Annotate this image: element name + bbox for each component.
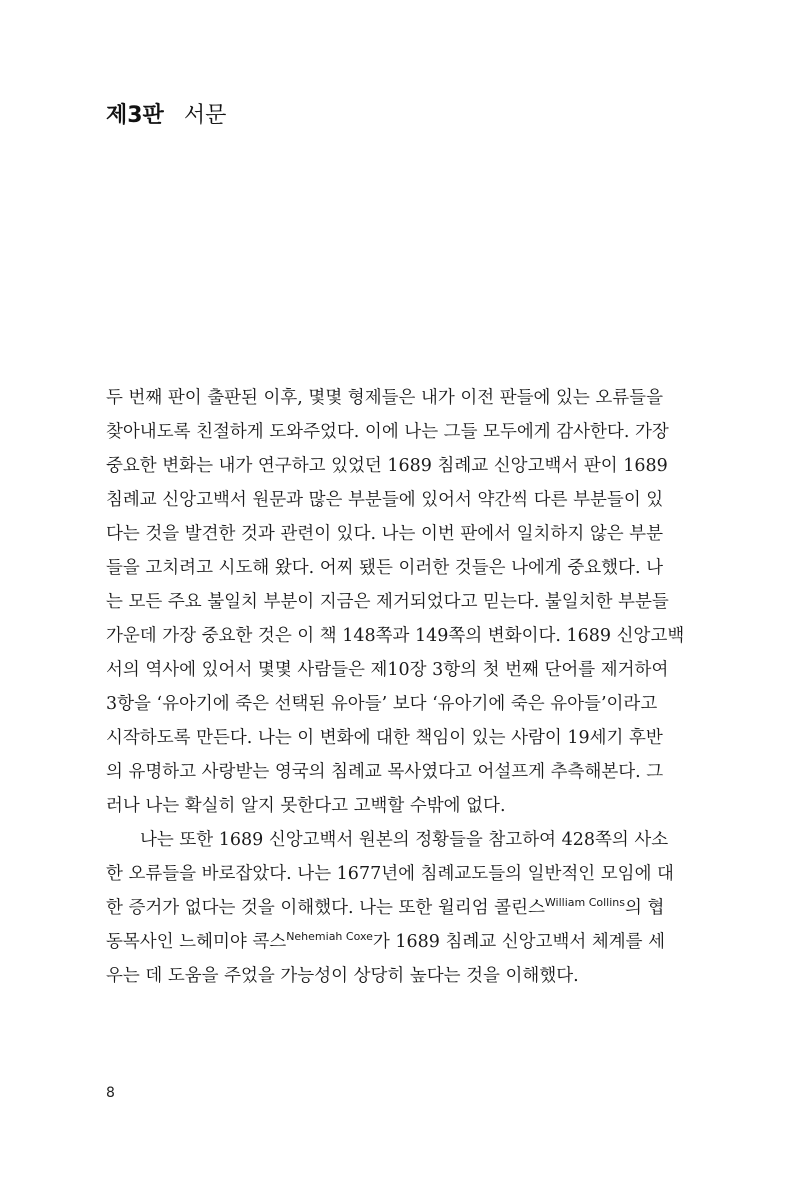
text-line: 침례교 신앙고백서 원문과 많은 부분들에 있어서 약간씩 다른 부분들이 있 (106, 490, 664, 510)
text-line (106, 925, 666, 959)
text-line: 는 모든 주요 불일치 부분이 지금은 제거되었다고 믿는다. 불일치한 부분들 (106, 592, 669, 612)
chapter-heading (106, 98, 226, 129)
text-line: 시작하도록 만든다. 나는 이 변화에 대한 책임이 있는 사람이 19세기 후반 (106, 728, 663, 748)
text-line: 두 번째 판이 출판된 이후, 몇몇 형제들은 내가 이전 판들에 있는 오류들을 (106, 388, 663, 408)
text-line: 한 오류들을 바로잡았다. 나는 1677년에 침례교도들의 일반적인 모임에 대 (106, 864, 674, 884)
paragraph-2 (106, 823, 674, 993)
english-name-note: Nehemiah Coxe (286, 930, 373, 943)
text-line: 러나 나는 확실히 알지 못한다고 고백할 수밖에 없다. (106, 796, 506, 816)
edition-label: 제3판 (106, 103, 164, 128)
page-number: 8 (106, 1085, 115, 1101)
text-line: 다는 것을 발견한 것과 관련이 있다. 나는 이번 판에서 일치하지 않은 부분 (106, 524, 663, 544)
text-line: 우는 데 도움을 주었을 가능성이 상당히 높다는 것을 이해했다. (106, 966, 579, 986)
text-line: 중요한 변화는 내가 연구하고 있었던 1689 침례교 신앙고백서 판이 1689 (106, 456, 668, 476)
paragraph-1 (106, 381, 685, 823)
text-segment: 가 1689 침례교 신앙고백서 체계를 세 (372, 932, 666, 952)
text-line: 들을 고치려고 시도해 왔다. 어찌 됐든 이러한 것들은 나에게 중요했다. 나 (106, 558, 663, 578)
text-line: 찾아내도록 친절하게 도와주었다. 이에 나는 그들 모두에게 감사한다. 가장 (106, 422, 669, 442)
text-line: 의 유명하고 사랑받는 영국의 침례교 목사였다고 어설프게 추측해본다. 그 (106, 762, 664, 782)
preface-title: 서문 (183, 103, 227, 128)
text-segment: 동목사인 느헤미야 콕스 (106, 932, 287, 952)
text-line (106, 891, 666, 925)
text-line: 3항을 ‘유아기에 죽은 선택된 유아들’ 보다 ‘유아기에 죽은 유아들’이라고 (106, 694, 658, 714)
text-line: 서의 역사에 있어서 몇몇 사람들은 제10장 3항의 첫 번째 단어를 제거하여 (106, 660, 669, 680)
text-line: 나는 또한 1689 신앙고백서 원본의 정황들을 참고하여 428쪽의 사소 (140, 830, 669, 850)
body-text (106, 381, 685, 993)
english-name-note: William Collins (544, 896, 625, 909)
text-line: 가운데 가장 중요한 것은 이 책 148쪽과 149쪽의 변화이다. 1689 신앙고백 (106, 626, 685, 646)
text-segment: 한 증거가 없다는 것을 이해했다. 나는 또한 윌리엄 콜린스 (106, 898, 545, 918)
text-segment: 의 협 (624, 898, 665, 918)
